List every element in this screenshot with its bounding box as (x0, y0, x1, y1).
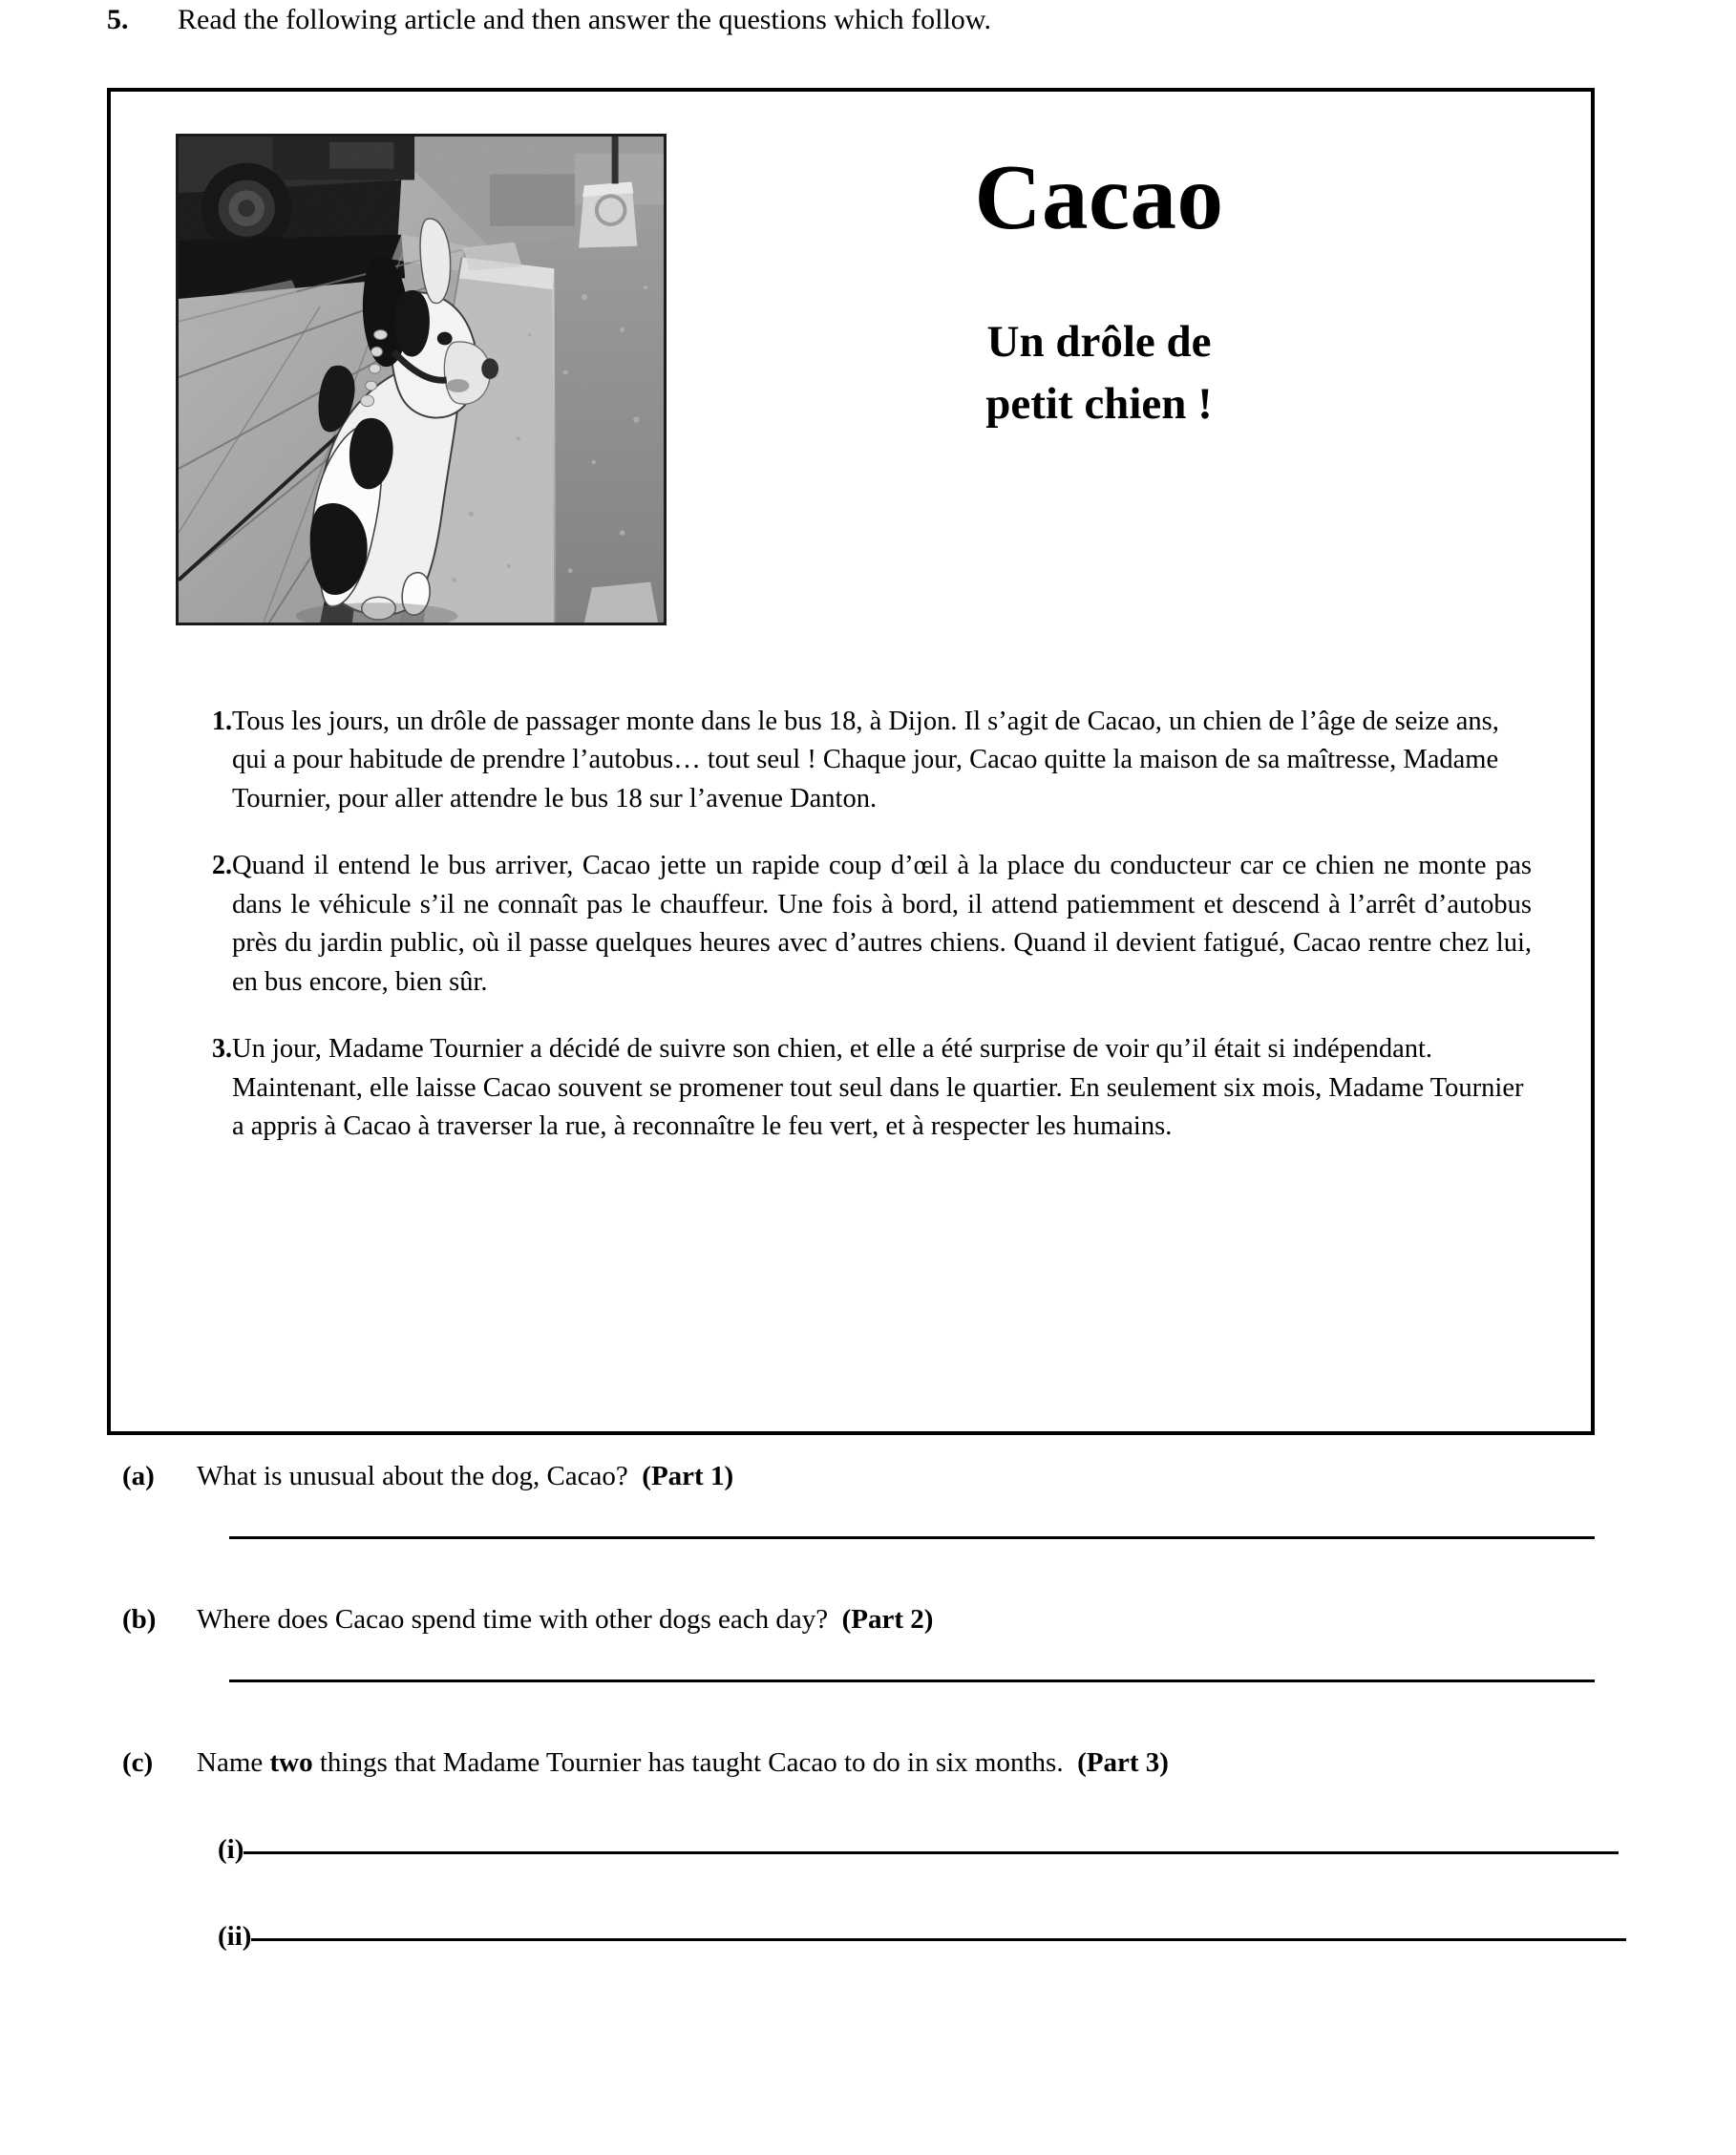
question-c-prompt-before: Name (197, 1747, 270, 1778)
exercise-number: 5. (107, 4, 129, 35)
question-b-part: (Part 2) (841, 1604, 934, 1635)
question-c-label: (c) (122, 1747, 154, 1778)
article-header-area (111, 92, 1591, 684)
article-paragraphs (111, 703, 1591, 1175)
questions-section (0, 1461, 1736, 1953)
paragraph-number: 1. (212, 707, 232, 736)
question-c-prompt-after: things that Madame Tournier has taught Cacao to do in six months. (312, 1747, 1064, 1778)
exercise-instruction: Read the following article and then answer the questions which follow. (178, 4, 991, 35)
masthead-subtitle-line-1: Un drôle de (986, 316, 1212, 367)
article-paragraph (111, 703, 1591, 818)
paragraph-text: Un jour, Madame Tournier a décidé de suivre son chien, et elle a été surprise de voir qu’il était si indépendant. Maintenant, elle laisse Cacao souvent se promener tout seul dans le quartier. En seulement six mois, Madame Tournier a appris à Cacao à traverser la rue, à reconnaître le feu vert, et à respecter les humains. (232, 1034, 1524, 1142)
subitem-i-label: (i) (218, 1834, 244, 1865)
question-c-bold-word: two (269, 1747, 313, 1778)
question-c-subitem-ii (218, 1921, 1736, 1953)
paragraph-number: 3. (212, 1034, 232, 1065)
question-b-text (197, 1604, 933, 1636)
question-a-row (0, 1461, 1736, 1492)
spacer (0, 1539, 1736, 1604)
question-a (0, 1461, 1736, 1539)
article-paragraph (111, 847, 1591, 1002)
article-box (107, 88, 1595, 1435)
answer-line-b[interactable] (229, 1680, 1595, 1682)
question-a-prompt: What is unusual about the dog, Cacao? (197, 1461, 628, 1491)
paragraph-text: Tous les jours, un drôle de passager monte dans le bus 18, à Dijon. Il s’agit de Cacao, un chien de l’âge de seize ans, qui a pour habitude de prendre l’autobus… tout seul ! Chaque jour, Cacao quitte la maison de sa maîtresse, Madame Tournier, pour aller attendre le bus 18 sur l’avenue Danton. (232, 707, 1499, 813)
question-b (0, 1604, 1736, 1682)
masthead-subtitle (722, 311, 1543, 435)
spacer (0, 1682, 1736, 1747)
exercise-header (107, 4, 1635, 36)
masthead-subtitle-line-2: petit chien ! (985, 378, 1213, 429)
paragraph-number: 2. (212, 851, 232, 881)
question-c-row (0, 1747, 1736, 1779)
masthead (722, 146, 1543, 435)
question-a-part: (Part 1) (642, 1461, 734, 1491)
paragraph-text: Quand il entend le bus arriver, Cacao jette un rapide coup d’œil à la place du conducteur car ce chien ne monte pas dans le véhicule s’il ne connaît pas le chauffeur. Une fois à bord, il attend patiemment et descend à l’arrêt d’autobus près du jardin public, où il passe quelques heures avec d’autres chiens. Quand il devient fatigué, Cacao rentre chez lui, en bus encore, bien sûr. (232, 851, 1532, 997)
question-a-text (197, 1461, 733, 1492)
dog-photo-illustration (179, 137, 664, 623)
question-b-label: (b) (122, 1604, 157, 1635)
question-c-subitem-i (218, 1834, 1736, 1866)
masthead-title: Cacao (974, 146, 1224, 248)
article-photo (176, 134, 667, 625)
answer-line-c-ii[interactable] (251, 1938, 1626, 1941)
article-paragraph (111, 1030, 1591, 1146)
question-b-row (0, 1604, 1736, 1636)
question-a-label: (a) (122, 1461, 155, 1491)
question-c-text (197, 1747, 1169, 1779)
question-c-part: (Part 3) (1077, 1747, 1169, 1778)
answer-line-c-i[interactable] (243, 1851, 1619, 1854)
subitem-ii-label: (ii) (218, 1921, 252, 1952)
question-c (0, 1747, 1736, 1953)
question-b-prompt: Where does Cacao spend time with other dogs each day? (197, 1604, 829, 1635)
answer-line-a[interactable] (229, 1536, 1595, 1539)
